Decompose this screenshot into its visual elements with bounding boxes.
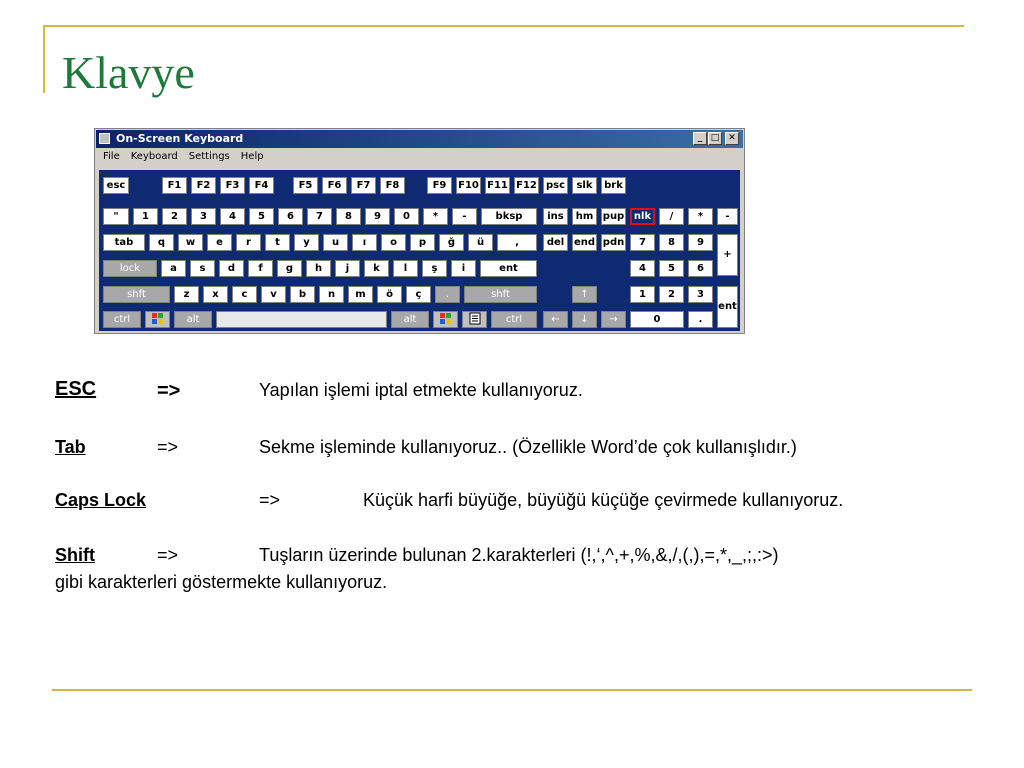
windows-key-right[interactable] [433,311,458,328]
key-h[interactable]: h [306,260,331,277]
key-dotless-i[interactable]: ı [352,234,377,251]
key-enter[interactable]: ent [480,260,537,277]
key-comma[interactable]: , [497,234,537,251]
key-hm[interactable]: hm [572,208,597,225]
menu-key[interactable] [462,311,487,328]
key-a[interactable]: a [161,260,186,277]
menu-keyboard[interactable]: Keyboard [130,151,178,162]
windows-logo-icon [439,312,453,325]
arrow-shift: => [157,545,179,565]
key-numpad-1[interactable]: 1 [630,286,655,303]
key-u[interactable]: u [323,234,348,251]
key-esc[interactable]: esc [103,177,129,194]
key-n[interactable]: n [319,286,344,303]
key-i[interactable]: i [451,260,476,277]
key-numpad-6[interactable]: 6 [688,260,713,277]
top-rule [43,25,964,27]
key-f1[interactable]: F1 [162,177,187,194]
key-8[interactable]: 8 [336,208,361,225]
key-1[interactable]: 1 [133,208,158,225]
key-minus[interactable]: - [452,208,477,225]
key-numpad-minus[interactable]: - [717,208,738,225]
key-star[interactable]: * [423,208,448,225]
key-0[interactable]: 0 [394,208,419,225]
key-3[interactable]: 3 [191,208,216,225]
key-numpad-0[interactable]: 0 [630,311,684,328]
slide-title: Klavye [62,47,195,98]
key-alt-right[interactable]: alt [391,311,429,328]
minimize-button[interactable]: _ [693,132,707,145]
key-f7[interactable]: F7 [351,177,376,194]
key-7[interactable]: 7 [307,208,332,225]
key-g-breve[interactable]: ğ [439,234,464,251]
key-pdn[interactable]: pdn [601,234,626,251]
close-button[interactable]: ✕ [725,132,739,145]
arrow-caps-lock: => [259,490,281,510]
key-nlk[interactable]: nlk [630,208,655,225]
key-numpad-4[interactable]: 4 [630,260,655,277]
key-f8[interactable]: F8 [380,177,405,194]
key-f9[interactable]: F9 [427,177,452,194]
key-slk[interactable]: slk [572,177,597,194]
definition-shift: Tuşların üzerinde bulunan 2.karakterleri (!,‘,^,+,%,&,/,(,),=,*,_,;,:>) [259,545,779,565]
key-period[interactable]: . [435,286,460,303]
key-s-cedilla[interactable]: ş [422,260,447,277]
key-alt-left[interactable]: alt [174,311,212,328]
term-tab: Tab [55,437,86,457]
key-quote[interactable]: " [103,208,129,225]
key-numpad-7[interactable]: 7 [630,234,655,251]
key-q[interactable]: q [149,234,174,251]
key-v[interactable]: v [261,286,286,303]
key-5[interactable]: 5 [249,208,274,225]
key-del[interactable]: del [543,234,568,251]
key-t[interactable]: t [265,234,290,251]
key-numpad-3[interactable]: 3 [688,286,713,303]
keyboard-app-icon [99,133,110,144]
key-9[interactable]: 9 [365,208,390,225]
key-e[interactable]: e [207,234,232,251]
key-end[interactable]: end [572,234,597,251]
key-o-umlaut[interactable]: ö [377,286,402,303]
key-c-cedilla[interactable]: ç [406,286,431,303]
definition-caps-lock: Küçük harfi büyüğe, büyüğü küçüğe çevirmede kullanıyoruz. [363,490,844,510]
key-s[interactable]: s [190,260,215,277]
key-z[interactable]: z [174,286,199,303]
key-ctrl-left[interactable]: ctrl [103,311,141,328]
key-numpad-slash[interactable]: / [659,208,684,225]
definition-shift-continuation: gibi karakterleri göstermekte kullanıyoruz. [55,572,388,592]
term-shift: Shift [55,545,95,565]
key-ins[interactable]: ins [543,208,568,225]
key-o[interactable]: o [381,234,406,251]
term-esc: ESC [55,378,97,400]
key-numpad-enter[interactable]: ent [717,286,738,328]
key-p[interactable]: p [410,234,435,251]
key-shift-left[interactable]: shft [103,286,170,303]
bottom-rule [52,689,972,691]
key-numpad-9[interactable]: 9 [688,234,713,251]
key-4[interactable]: 4 [220,208,245,225]
key-f12[interactable]: F12 [514,177,539,194]
key-arrow-left[interactable]: ← [543,311,568,328]
key-numpad-plus[interactable]: + [717,234,738,276]
key-shift-right[interactable]: shft [464,286,537,303]
windows-key-left[interactable] [145,311,170,328]
key-m[interactable]: m [348,286,373,303]
menu-settings[interactable]: Settings [188,151,230,162]
arrow-esc: => [157,380,181,402]
key-j[interactable]: j [335,260,360,277]
key-u-umlaut[interactable]: ü [468,234,493,251]
key-numpad-star[interactable]: * [688,208,713,225]
key-numpad-2[interactable]: 2 [659,286,684,303]
keyboard-area [99,170,740,331]
menu-bar [97,151,269,167]
key-psc[interactable]: psc [543,177,568,194]
key-arrow-down[interactable]: ↓ [572,311,597,328]
key-arrow-right[interactable]: → [601,311,626,328]
key-2[interactable]: 2 [162,208,187,225]
key-x[interactable]: x [203,286,228,303]
on-screen-keyboard-window [94,128,745,334]
key-brk[interactable]: brk [601,177,626,194]
key-w[interactable]: w [178,234,203,251]
key-f3[interactable]: F3 [220,177,245,194]
key-l[interactable]: l [393,260,418,277]
window-title: On-Screen Keyboard [116,132,244,145]
key-6[interactable]: 6 [278,208,303,225]
window-titlebar[interactable] [96,130,743,148]
key-f11[interactable]: F11 [485,177,510,194]
key-f[interactable]: f [248,260,273,277]
key-pup[interactable]: pup [601,208,626,225]
key-numpad-5[interactable]: 5 [659,260,684,277]
key-space[interactable] [216,311,387,328]
windows-logo-icon [151,312,165,325]
left-rule [43,25,45,93]
key-b[interactable]: b [290,286,315,303]
key-k[interactable]: k [364,260,389,277]
key-numpad-8[interactable]: 8 [659,234,684,251]
key-ctrl-right[interactable]: ctrl [491,311,537,328]
key-y[interactable]: y [294,234,319,251]
definition-esc: Yapılan işlemi iptal etmekte kullanıyoruz. [259,380,583,400]
key-backspace[interactable]: bksp [481,208,537,225]
key-caps-lock[interactable]: lock [103,260,157,277]
key-d[interactable]: d [219,260,244,277]
context-menu-icon [469,312,481,325]
menu-file[interactable]: File [103,151,120,162]
arrow-tab: => [157,437,179,457]
key-f5[interactable]: F5 [293,177,318,194]
menu-help[interactable]: Help [240,151,264,162]
key-f10[interactable]: F10 [456,177,481,194]
key-tab[interactable]: tab [103,234,145,251]
definition-tab: Sekme işleminde kullanıyoruz.. (Özellikle Word’de çok kullanışlıdır.) [259,437,797,457]
key-f6[interactable]: F6 [322,177,347,194]
term-caps-lock: Caps Lock [55,490,147,510]
maximize-button[interactable]: □ [708,132,722,145]
key-g[interactable]: g [277,260,302,277]
key-f4[interactable]: F4 [249,177,274,194]
key-numpad-dot[interactable]: . [688,311,713,328]
key-c[interactable]: c [232,286,257,303]
key-f2[interactable]: F2 [191,177,216,194]
key-arrow-up[interactable]: ↑ [572,286,597,303]
key-r[interactable]: r [236,234,261,251]
